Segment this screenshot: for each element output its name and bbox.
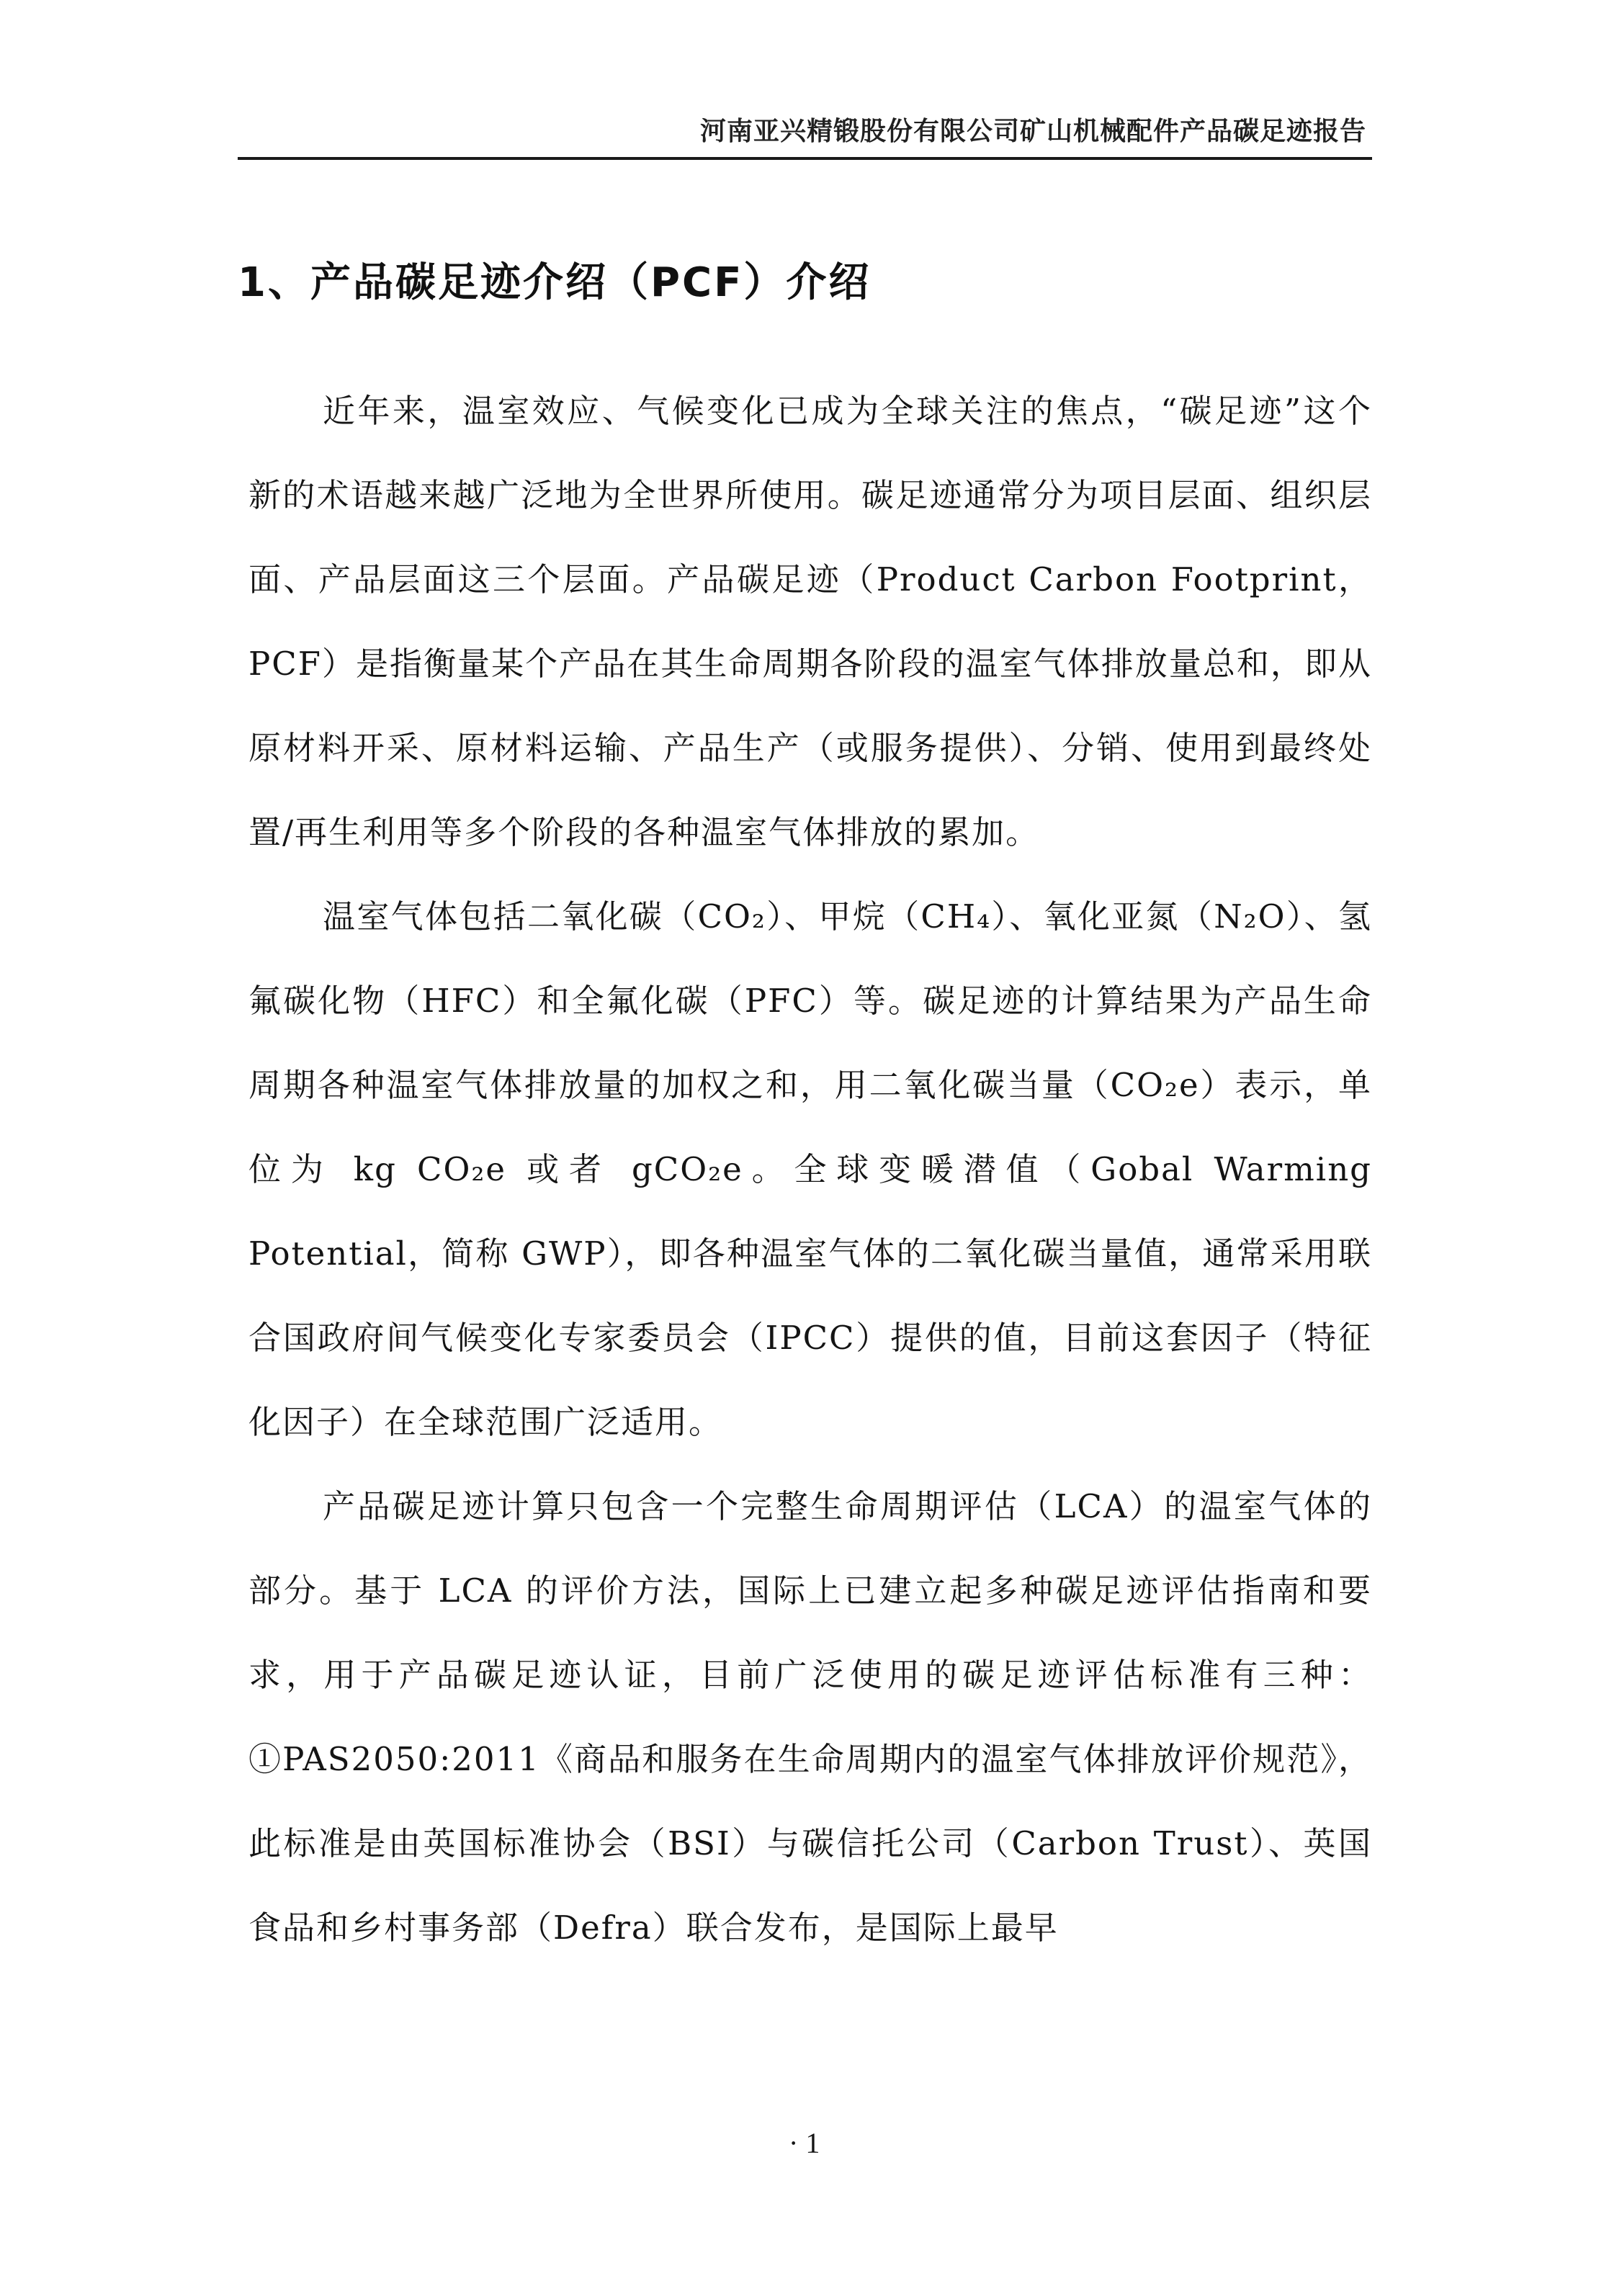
body-text (248, 369, 1372, 1970)
paragraph-intro: 近年来，温室效应、气候变化已成为全球关注的焦点，“碳足迹”这个新的术语越来越广泛地为全世界所使用。碳足迹通常分为项目层面、组织层面、产品层面这三个层面。产品碳足迹（Product Carbon Footprint，PCF）是指衡量某个产品在其生命周期各阶段的温室气体排放量总和，即从原材料开采、原材料运输、产品生产（或服务提供）、分销、使用到最终处置/再生利用等多个阶段的各种温室气体排放的累加。 (248, 392, 1372, 851)
paragraph-greenhouse-gases: 温室气体包括二氧化碳（CO₂）、甲烷（CH₄）、氧化亚氮（N₂O）、氢氟碳化物（HFC）和全氟化碳（PFC）等。碳足迹的计算结果为产品生命周期各种温室气体排放量的加权之和，用二氧化碳当量（CO₂e）表示，单位为 kg CO₂e 或者 gCO₂e。全球变暖潜值（Gobal Warming Potential，简称 GWP），即各种温室气体的二氧化碳当量值，通常采用联合国政府间气候变化专家委员会（IPCC）提供的值，目前这套因子（特征化因子）在全球范围广泛适用。 (248, 897, 1372, 1441)
page-number: · 1 (789, 2127, 820, 2159)
section-title: 1、产品碳足迹介绍（PCF）介绍 (238, 259, 872, 306)
header-divider (238, 157, 1372, 160)
running-header: 河南亚兴精锻股份有限公司矿山机械配件产品碳足迹报告 (699, 117, 1366, 146)
paragraph-lca-standards: 产品碳足迹计算只包含一个完整生命周期评估（LCA）的温室气体的部分。基于 LCA 的评价方法，国际上已建立起多种碳足迹评估指南和要求，用于产品碳足迹认证，目前广泛使用的碳足迹评估标准有三种：①PAS2050:2011《商品和服务在生命周期内的温室气体排放评价规范》，此标准是由英国标准协会（BSI）与碳信托公司（Carbon Trust）、英国食品和乡村事务部（Defra）联合发布，是国际上最早 (248, 1487, 1372, 1947)
